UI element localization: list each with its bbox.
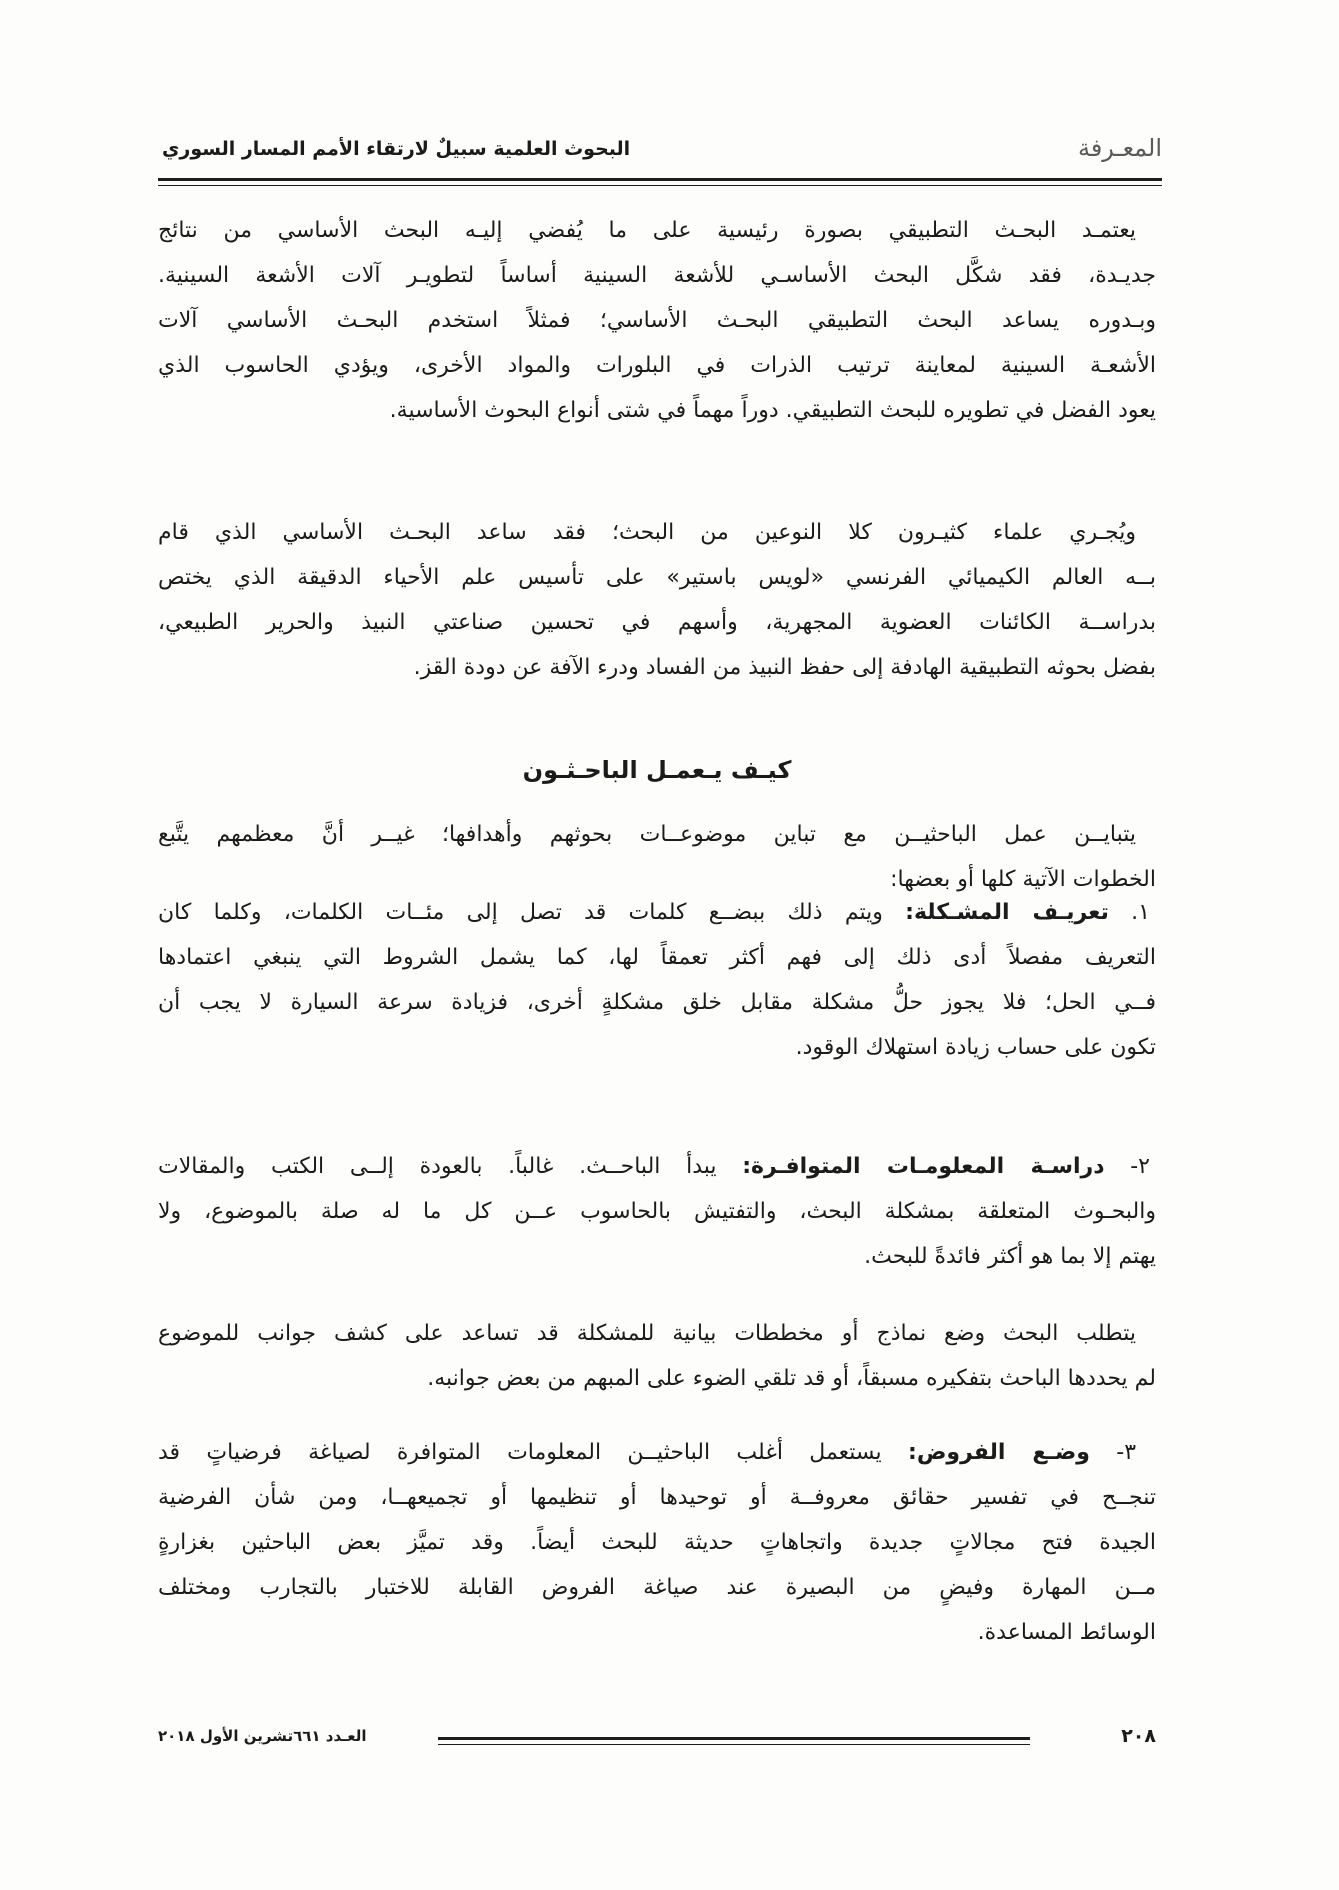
text-line: الخطوات الآتية كلها أو بعضها:	[890, 867, 1156, 892]
paragraph-3	[158, 812, 1156, 902]
text-line: يعتمـد البحـث التطبيقي بصورة رئيسية على ما يُفضي إليـه البحث الأساسي من نتائج	[158, 218, 1136, 243]
text-line: تنجــح في تفسير حقائق معروفــة أو توحيدها أو تنظيمها أو تجميعهــا، ومن شأن الفرضية	[158, 1485, 1156, 1510]
step-number: ٣-	[1089, 1440, 1137, 1465]
header-rule-thick	[158, 178, 1162, 181]
text-line: الجيدة فتح مجالاتٍ جديدة واتجاهاتٍ حديثة للبحث أيضاً. وقد تميَّز بعض الباحثين بغزارةٍ	[158, 1530, 1156, 1555]
text-line: يتطلب البحث وضع نماذج أو مخططات بيانية للمشكلة قد تساعد على كشف جوانب للموضوع	[158, 1321, 1136, 1346]
text-line: بــه العالم الكيميائي الفرنسي «لويس باستير» على تأسيس علم الأحياء الدقيقة الذي يختص	[158, 565, 1156, 590]
text-line: جديـدة، فقد شكَّل البحث الأساسـي للأشعة السينية أساساً لتطويـر آلات الأشعة السينية.	[158, 263, 1156, 288]
paragraph-2	[158, 510, 1156, 690]
text-line	[158, 1144, 1156, 1189]
step-number: ٢-	[1104, 1154, 1150, 1179]
text-line: وبـدوره يساعد البحث التطبيقي البحـث الأساسي؛ فمثلاً استخدم البحـث الأساسي آلات	[158, 308, 1156, 333]
footer-rule-thick	[438, 1737, 1030, 1740]
step-1-paragraph	[158, 890, 1156, 1070]
text-line: والبحـوث المتعلقة بمشكلة البحث، والتفتيش بالحاسوب عــن كل ما له صلة بالموضوع، ولا	[158, 1199, 1156, 1224]
issue-info: العـدد ٦٦١تشرين الأول ٢٠١٨	[158, 1727, 367, 1745]
step-2-paragraph	[158, 1144, 1156, 1279]
text-line: الأشعـة السينية لمعاينة ترتيب الذرات في البلورات والمواد الأخرى، ويؤدي الحاسوب الذي	[158, 353, 1156, 378]
text-line: تكون على حساب زيادة استهلاك الوقود.	[795, 1035, 1156, 1060]
magazine-logo: المعـرفة	[1077, 134, 1162, 162]
text-line: يهتم إلا بما هو أكثر فائدةً للبحث.	[864, 1244, 1156, 1269]
step-number: ١.	[1108, 900, 1150, 925]
text-line: التعريف مفصلاً أدى ذلك إلى فهم أكثر تعمقاً لها، كما يشمل الشروط التي ينبغي اعتمادها	[158, 945, 1156, 970]
text-line: ويُجـري علماء كثيـرون كلا النوعين من البحث؛ فقد ساعد البحـث الأساسي الذي قام	[158, 520, 1136, 545]
text-run: ويتم ذلك ببضــع كلمات قد تصل إلى مئــات الكلمات، وكلما كان	[158, 900, 906, 925]
text-run: يبدأ الباحــث. غالباً. بالعودة إلــى الكتب والمقالات	[158, 1154, 743, 1179]
page-number: ٢٠٨	[1121, 1725, 1156, 1747]
text-line: مــن المهارة وفيضٍ من البصيرة عند صياغة الفروض القابلة للاختبار بالتجارب ومختلف	[158, 1575, 1156, 1600]
text-line: يتبايــن عمل الباحثيــن مع تباين موضوعــات بحوثهم وأهدافها؛ غيــر أنَّ معظمهم يتَّبع	[158, 822, 1136, 847]
text-line: لم يحددها الباحث بتفكيره مسبقاً، أو قد تلقي الضوء على المبهم من بعض جوانبه.	[427, 1366, 1156, 1391]
header-rule-thin	[158, 185, 1162, 186]
step-title: تعريـف المشـكلة:	[905, 900, 1109, 925]
text-line: بفضل بحوثه التطبيقية الهادفة إلى حفظ النبيذ من الفساد ودرء الآفة عن دودة القز.	[413, 655, 1156, 680]
text-line	[158, 1430, 1156, 1475]
text-line	[158, 890, 1156, 935]
step-title: وضـع الفروض:	[908, 1440, 1090, 1465]
section-heading: كيـف يـعمـل الباحـثـون	[522, 756, 792, 784]
text-line: فــي الحل؛ فلا يجوز حلُّ مشكلة مقابل خلق مشكلةٍ أخرى، فزيادة سرعة السيارة لا يجب أن	[158, 990, 1156, 1015]
step-title: دراسـة المعلومـات المتوافـرة:	[742, 1154, 1105, 1179]
paragraph-6	[158, 1311, 1156, 1401]
text-line: الوسائط المساعدة.	[977, 1620, 1156, 1645]
footer-rule-thin	[438, 1744, 1030, 1745]
running-title: البحوث العلمية سبيلٌ لارتقاء الأمم المسار السوري	[162, 138, 631, 160]
text-run: يستعمل أغلب الباحثيــن المعلومات المتوافرة لصياغة فرضياتٍ قد	[158, 1440, 909, 1465]
paragraph-1	[158, 208, 1156, 433]
text-line: بدراســة الكائنات العضوية المجهرية، وأسهم في تحسين صناعتي النبيذ والحرير الطبيعي،	[158, 610, 1156, 635]
step-3-paragraph	[158, 1430, 1156, 1655]
text-line: يعود الفضل في تطويره للبحث التطبيقي. دوراً مهماً في شتى أنواع البحوث الأساسية.	[389, 398, 1156, 423]
